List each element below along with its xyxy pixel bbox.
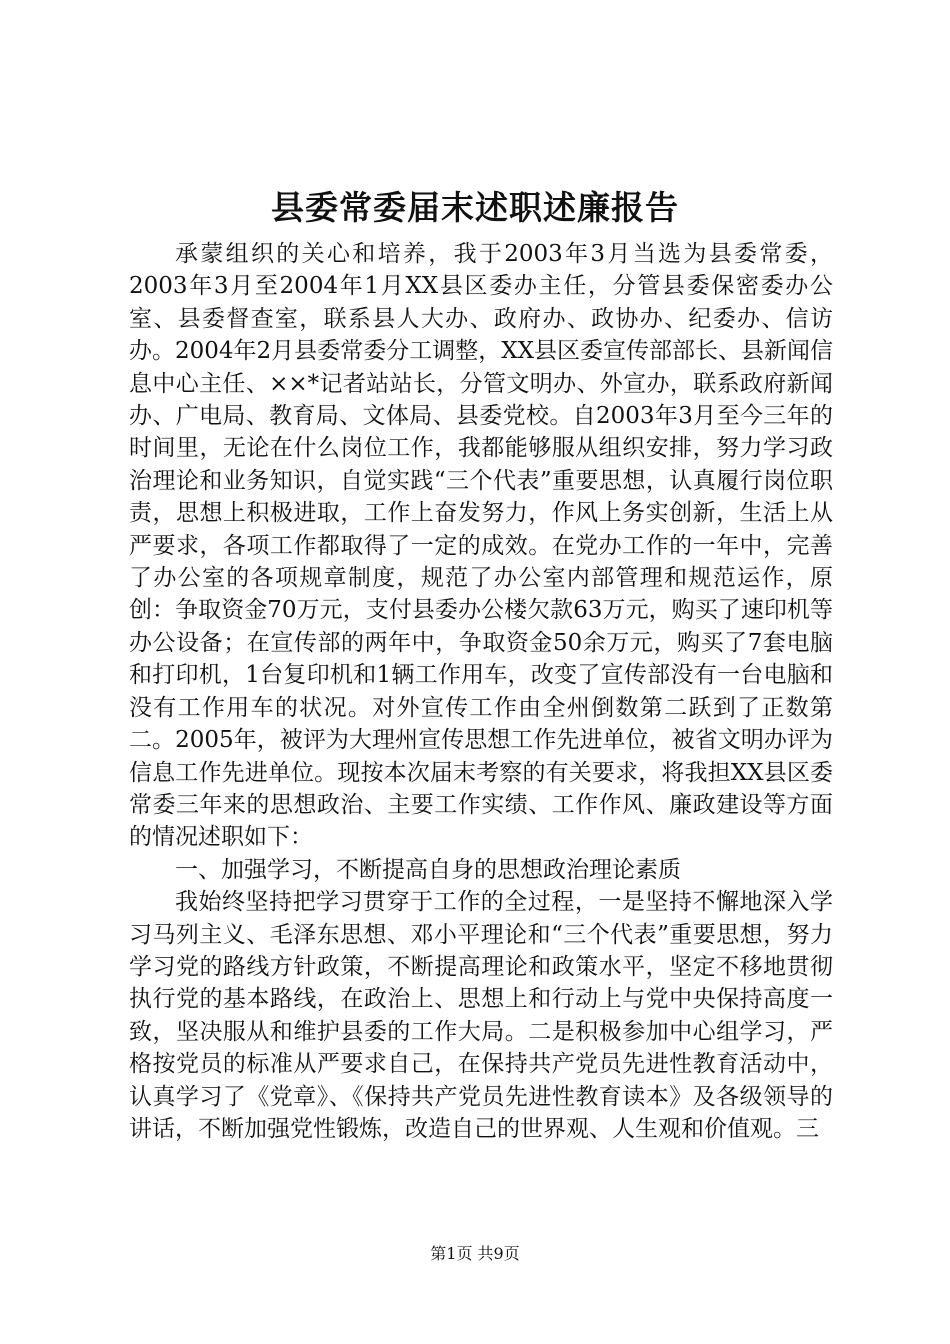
document-title: 县委常委届末述职述廉报告 — [271, 188, 679, 227]
page-number-footer: 第1页 共9页 — [430, 1244, 520, 1263]
paragraph-intro: 承蒙组织的关心和培养，我于2003年3月当选为县委常委，2003年3月至2004年1月XX县区委办主任，分管县委保密委办公室、县委督查室，联系县人大办、政府办、政协办、纪委办、信访办。2004年2月县委常委分工调整，XX县区委宣传部部长、县新闻信息中心主任、××*记者站站长，分管文明办、外宣办，联系政府新闻办、广电局、教育局、文体局、县委党校。自2003年3月至今三年的时间里，无论在什么岗位工作，我都能够服从组织安排，努力学习政治理论和业务知识，自觉实践“三个代表”重要思想，认真履行岗位职责，思想上积极进取，工作上奋发努力，作风上务实创新，生活上从严要求，各项工作都取得了一定的成效。在党办工作的一年中，完善了办公室的各项规章制度，规范了办公室内部管理和规范运作，原创：争取资金70万元，支付县委办公楼欠款63万元，购买了速印机等办公设备；在宣传部的两年中，争取资金50余万元，购买了7套电脑和打印机，1台复印机和1辆工作用车，改变了宣传部没有一台电脑和没有工作用车的状况。对外宣传工作由全州倒数第二跃到了正数第二。2005年，被评为大理州宣传思想工作先进单位，被省文明办评为信息工作先进单位。现按本次届末考察的有关要求，将我担XX县区委常委三年来的思想政治、主要工作实绩、工作作风、廉政建设等方面的情况述职如下： — [129, 241, 833, 851]
paragraph-section-1: 我始终坚持把学习贯穿于工作的全过程，一是坚持不懈地深入学习马列主义、毛泽东思想、邓小平理论和“三个代表”重要思想，努力学习党的路线方针政策，不断提高理论和政策水平，坚定不移地贯彻执行党的基本路线，在政治上、思想上和行动上与党中央保持高度一致，坚决服从和维护县委的工作大局。二是积极参加中心组学习，严格按党员的标准从严要求自己，在保持共产党员先进性教育活动中，认真学习了《党章》、《保持共产党员先进性教育读本》及各级领导的讲话，不断加强党性锻炼，改造自己的世界观、人生观和价值观。三 — [129, 889, 833, 1142]
document-body — [129, 238, 833, 1145]
section-heading-1: 一、加强学习，不断提高自身的思想政治理论素质 — [175, 856, 681, 883]
